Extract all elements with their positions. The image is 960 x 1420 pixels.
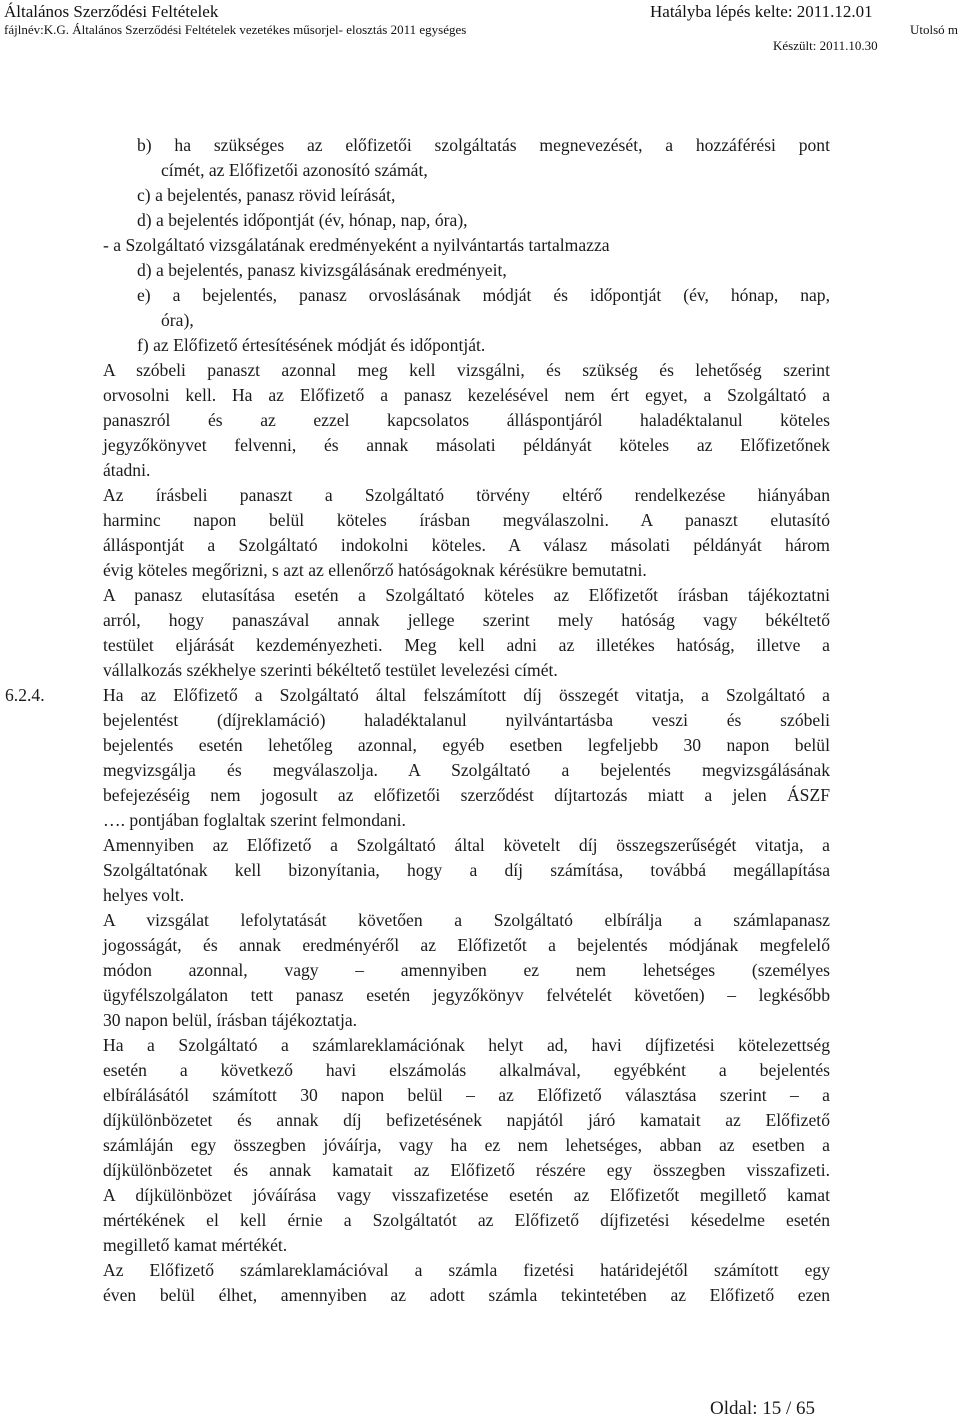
text-line: elbírálásától számított 30 napon belül – az Előfizető választása szerint – a — [103, 1085, 830, 1105]
text-line: esetén a következő havi elszámolás alkalmával, egyébként a bejelentés — [103, 1060, 830, 1080]
text-line: f) az Előfizető értesítésének módját és időpontját. — [137, 335, 486, 355]
text-line: …. pontjában foglaltak szerint felmondani. — [103, 810, 406, 830]
text-line: b) ha szükséges az előfizetői szolgáltatás megnevezését, a hozzáférési pont — [137, 135, 830, 155]
text-line: A panasz elutasítása esetén a Szolgáltató köteles az Előfizetőt írásban tájékoztatni — [103, 585, 830, 605]
document-body — [5, 133, 830, 1308]
text-line: díjkülönbözetet és annak díj befizetésének napjától járó kamatait az Előfizető — [103, 1110, 830, 1130]
text-line: megillető kamat mértékét. — [103, 1235, 288, 1255]
text-line: Az írásbeli panaszt a Szolgáltató törvény eltérő rendelkezése hiányában — [103, 485, 830, 505]
text-line: Ha a Szolgáltató a számlareklamációnak helyt ad, havi díjfizetési kötelezettség — [103, 1035, 830, 1055]
section-6-2-4 — [5, 683, 830, 708]
text-line: éven belül élhet, amennyiben az adott számla tekintetében az Előfizető ezen — [103, 1285, 830, 1305]
text-line: díjkülönbözetet és annak kamatait az Előfizető részére egy összegben visszafizeti. — [103, 1160, 830, 1180]
created-date: Készült: 2011.10.30 — [773, 38, 878, 53]
text-line: harminc napon belül köteles írásban megválaszolni. A panaszt elutasító — [103, 510, 830, 530]
text-line: jogosságát, és annak eredményéről az Előfizetőt a bejelentés módjának megfelelő — [103, 935, 830, 955]
text-line: Amennyiben az Előfizető a Szolgáltató által követelt díj összegszerűségét vitatja, a — [103, 835, 830, 855]
text-line: d) a bejelentés, panasz kivizsgálásának eredményeit, — [137, 260, 507, 280]
text-line: A díjkülönbözet jóváírása vagy visszafizetése esetén az Előfizetőt megillető kamat — [103, 1185, 830, 1205]
text-line: bejelentés esetén lehetőleg azonnal, egyéb esetben legfeljebb 30 napon belül — [103, 735, 830, 755]
text-line: A vizsgálat lefolytatását követően a Szolgáltató elbírálja a számlapanasz — [103, 910, 830, 930]
effective-date: Hatályba lépés kelte: 2011.12.01 — [650, 2, 873, 21]
last-modified-label: Utolsó m — [910, 22, 959, 37]
text-line: bejelentést (díjreklamáció) haladéktalanul nyilvántartásba veszi és szóbeli — [103, 710, 830, 730]
section-number: 6.2.4. — [5, 685, 45, 705]
text-line: orvosolni kell. Ha az Előfizető a panasz kezelésével nem ért egyet, a Szolgáltató a — [103, 385, 830, 405]
text-line: helyes volt. — [103, 885, 185, 905]
text-line: 30 napon belül, írásban tájékoztatja. — [103, 1010, 358, 1030]
text-line: testület eljárását kezdeményezheti. Meg kell adni az illetékes hatóság, illetve a — [103, 635, 830, 655]
text-line: panaszról és az ezzel kapcsolatos álláspontjáról haladéktalanul köteles — [103, 410, 830, 430]
text-line: megvizsgálja és megválaszolja. A Szolgáltató a bejelentés megvizsgálásának — [103, 760, 830, 780]
text-line: befejezéséig nem jogosult az előfizetői szerződést díjtartozás miatt a jelen ÁSZF — [103, 785, 830, 805]
text-line: jegyzőkönyvet felvenni, és annak másolati példányát köteles az Előfizetőnek — [103, 435, 830, 455]
text-line: c) a bejelentés, panasz rövid leírását, — [137, 185, 396, 205]
text-line: átadni. — [103, 460, 151, 480]
text-line: A szóbeli panaszt azonnal meg kell vizsgálni, és szükség és lehetőség szerint — [103, 360, 830, 380]
document-title: Általános Szerződési Feltételek — [4, 2, 219, 21]
text-line: ügyfélszolgálaton tett panasz esetén jegyzőkönyv felvételét követően) – legkésőbb — [103, 985, 830, 1005]
text-line: számláján egy összegben jóváírja, vagy ha ez nem lehetséges, abban az esetben a — [103, 1135, 830, 1155]
text-line: Ha az Előfizető a Szolgáltató által felszámított díj összegét vitatja, a Szolgáltató a — [103, 685, 830, 705]
text-line: mértékének el kell érnie a Szolgáltatót az Előfizető díjfizetési késedelme esetén — [103, 1210, 830, 1230]
text-line: d) a bejelentés időpontját (év, hónap, nap, óra), — [137, 210, 468, 230]
text-line: címét, az Előfizetői azonosító számát, — [161, 160, 428, 180]
page-number: Oldal: 15 / 65 — [710, 1398, 816, 1419]
text-line: e) a bejelentés, panasz orvoslásának módját és időpontját (év, hónap, nap, — [137, 285, 830, 305]
text-line: óra), — [161, 310, 194, 330]
text-line: Az Előfizető számlareklamációval a számla fizetési határidejétől számított egy — [103, 1260, 830, 1280]
file-name: fájlnév:K.G. Általános Szerződési Feltételek vezetékes műsorjel- elosztás 2011 egységes — [4, 22, 467, 37]
text-line: Szolgáltatónak kell bizonyítania, hogy a díj számítása, továbbá megállapítása — [103, 860, 830, 880]
text-line: módon azonnal, vagy – amennyiben ez nem lehetséges (személyes — [103, 960, 830, 980]
text-line: évig köteles megőrizni, s azt az ellenőrző hatóságoknak kérésükre bemutatni. — [103, 560, 647, 580]
text-line: arról, hogy panaszával annak jellege szerint mely hatóság vagy békéltető — [103, 610, 830, 630]
text-line: vállalkozás székhelye szerinti békéltető testület levelezési címét. — [103, 660, 558, 680]
text-line: - a Szolgáltató vizsgálatának eredményeként a nyilvántartás tartalmazza — [103, 235, 610, 255]
text-line: álláspontját a Szolgáltató indokolni köteles. A válasz másolati példányát három — [103, 535, 830, 555]
